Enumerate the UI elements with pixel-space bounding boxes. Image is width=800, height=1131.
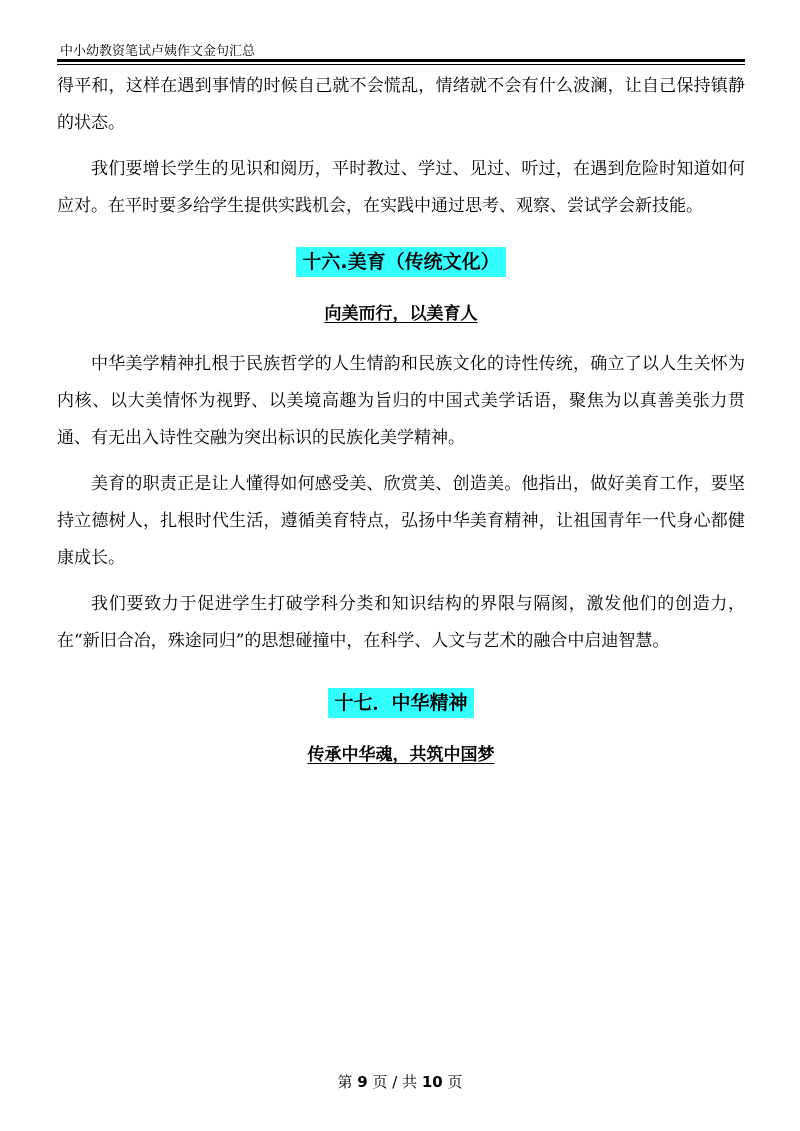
section-16-subtitle-wrap bbox=[57, 299, 745, 329]
section-16-heading-wrap bbox=[57, 247, 745, 277]
footer-total-pages: 10 bbox=[421, 1073, 443, 1091]
section-17-subtitle-wrap bbox=[57, 740, 745, 770]
page-header-title: 中小幼教资笔试卢姨作文金句汇总 bbox=[60, 44, 256, 59]
paragraph: 中华美学精神扎根于民族哲学的人生情韵和民族文化的诗性传统，确立了以人生关怀为内核、以大美情怀为视野、以美境高趣为旨归的中国式美学话语，聚焦为以真善美张力贯通、有无出入诗性交融为突出标识的民族化美学精神。 bbox=[57, 354, 745, 448]
section-17-title: 十七．中华精神 bbox=[328, 688, 473, 718]
page-footer bbox=[0, 1071, 800, 1092]
document-body bbox=[57, 68, 745, 770]
paragraph: 我们要致力于促进学生打破学科分类和知识结构的界限与隔阂，激发他们的创造力，在“新旧合冶，殊途同归”的思想碰撞中，在科学、人文与艺术的融合中启迪智慧。 bbox=[57, 594, 745, 651]
section-17-heading-wrap bbox=[57, 688, 745, 718]
header-divider-thick bbox=[57, 59, 745, 62]
section-16-subtitle: 向美而行，以美育人 bbox=[324, 304, 478, 324]
footer-middle: 页 / 共 bbox=[372, 1073, 418, 1091]
section-17-subtitle: 传承中华魂，共筑中国梦 bbox=[307, 745, 495, 765]
paragraph: 得平和，这样在遇到事情的时候自己就不会慌乱，情绪就不会有什么波澜，让自己保持镇静的状态。 bbox=[57, 76, 745, 133]
paragraph: 美育的职责正是让人懂得如何感受美、欣赏美、创造美。他指出，做好美育工作，要坚持立德树人，扎根时代生活，遵循美育特点，弘扬中华美育精神，让祖国青年一代身心都健康成长。 bbox=[57, 474, 745, 568]
footer-prefix: 第 bbox=[337, 1073, 353, 1091]
footer-page-number: 9 bbox=[357, 1073, 368, 1091]
paragraph: 我们要增长学生的见识和阅历，平时教过、学过、见过、听过，在遇到危险时知道如何应对。在平时要多给学生提供实践机会，在实践中通过思考、观察、尝试学会新技能。 bbox=[57, 159, 745, 216]
header-divider-thin bbox=[57, 64, 745, 65]
section-16-title: 十六.美育（传统文化） bbox=[296, 247, 505, 277]
footer-suffix: 页 bbox=[447, 1073, 463, 1091]
